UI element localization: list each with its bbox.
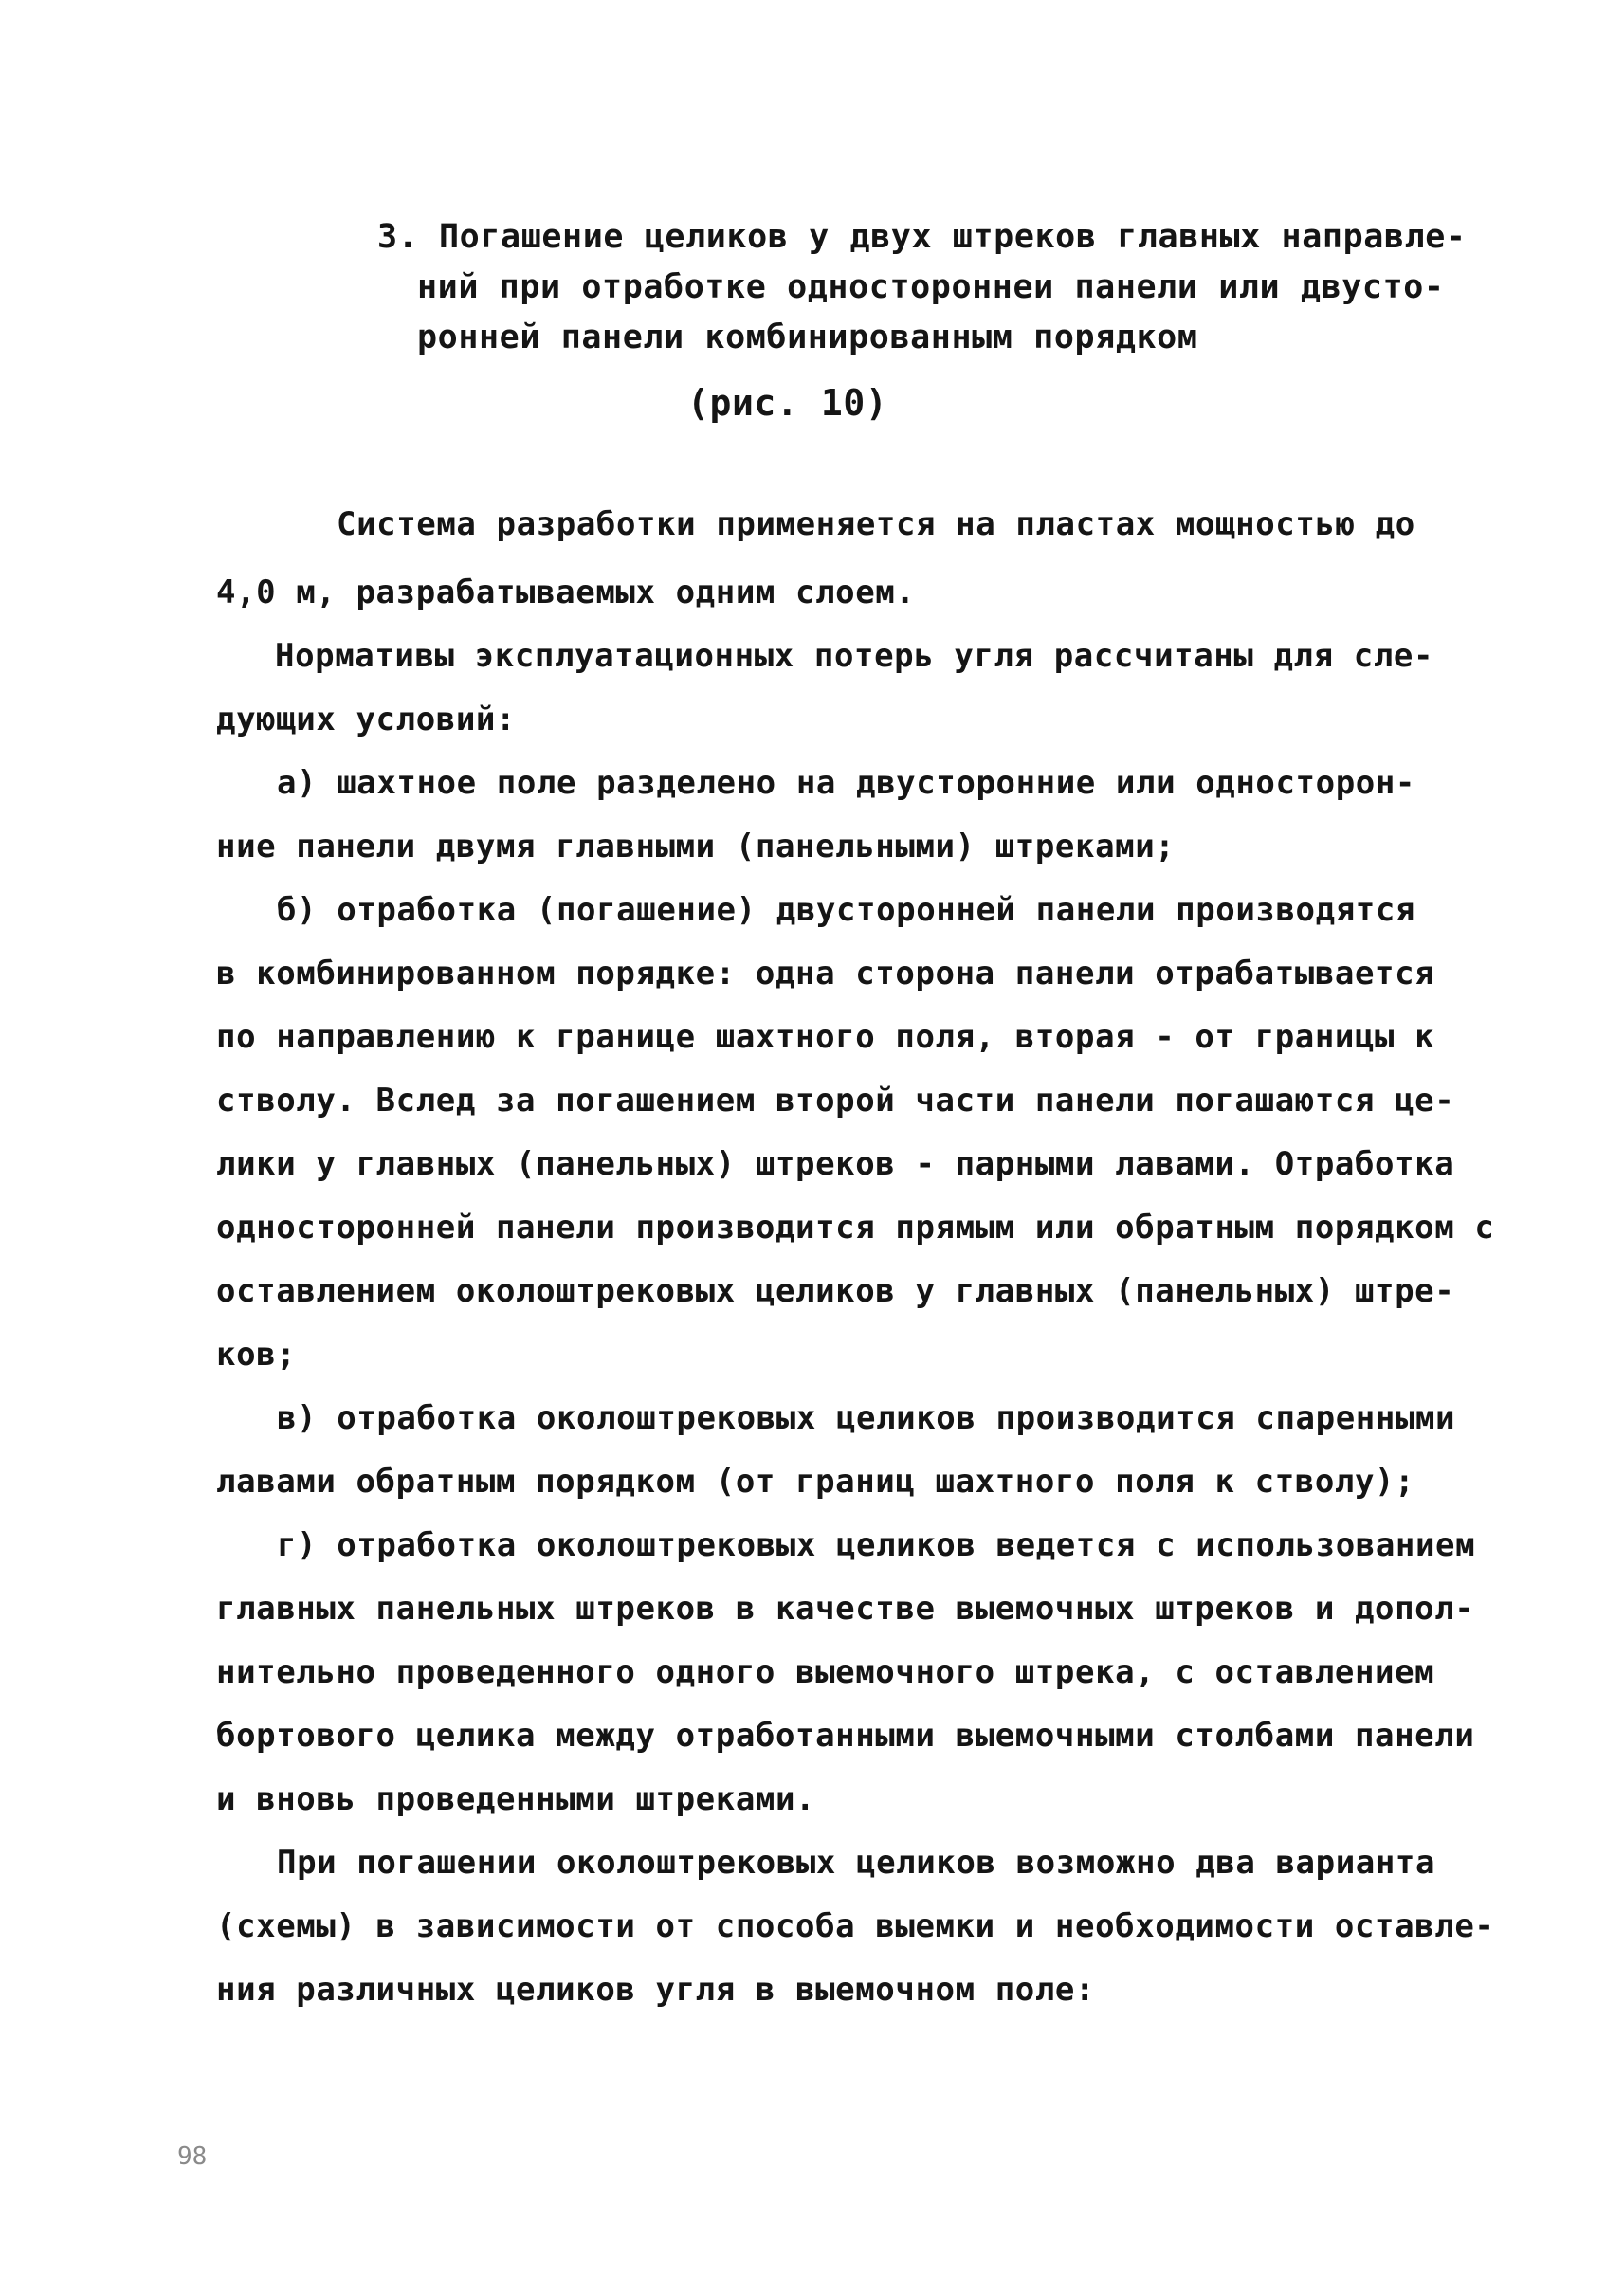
body-line-17: г) отработка околоштрековых целиков ведется с использованием	[277, 1526, 1476, 1564]
body-line-23: (схемы) в зависимости от способа выемки и необходимости оставле-	[216, 1907, 1495, 1945]
body-line-11: лики у главных (панельных) штреков - парными лавами. Отработка	[216, 1145, 1455, 1183]
body-line-12: односторонней панели производится прямым или обратным порядком с	[216, 1209, 1495, 1247]
body-line-5: а) шахтное поле разделено на двусторонние или односторон-	[277, 764, 1415, 802]
body-line-21: и вновь проведенными штреками.	[216, 1780, 816, 1818]
body-line-19: нительно проведенного одного выемочного штрека, с оставлением	[216, 1653, 1435, 1691]
body-line-15: в) отработка околоштрековых целиков производится спаренными	[277, 1399, 1456, 1437]
body-line-20: бортового целика между отработанными выемочными столбами панели	[216, 1717, 1475, 1755]
page-number: 98	[177, 2142, 208, 2171]
body-line-2: 4,0 м, разрабатываемых одним слоем.	[216, 574, 916, 611]
body-line-4: дующих условий:	[216, 701, 517, 738]
body-line-1: Система разработки применяется на пластах мощностью до	[337, 505, 1415, 543]
heading-line-2: ний при отработке одностороннеи панели или двусто-	[417, 268, 1445, 306]
body-line-16: лавами обратным порядком (от границ шахтного поля к стволу);	[216, 1463, 1415, 1501]
body-line-22: При погашении околоштрековых целиков возможно два варианта	[277, 1844, 1436, 1882]
body-line-3: Нормативы эксплуатационных потерь угля рассчитаны для сле-	[275, 637, 1434, 675]
heading-line-1: 3. Погашение целиков у двух штреков главных направле-	[377, 218, 1467, 256]
body-line-24: ния различных целиков угля в выемочном поле:	[216, 1971, 1096, 2009]
body-line-9: по направлению к границе шахтного поля, вторая - от границы к	[216, 1018, 1435, 1056]
heading-line-3: ронней панели комбинированным порядком	[417, 319, 1198, 356]
body-line-18: главных панельных штреков в качестве выемочных штреков и допол-	[216, 1590, 1475, 1628]
body-line-6: ние панели двумя главными (панельными) штреками;	[216, 828, 1176, 865]
body-line-8: в комбинированном порядке: одна сторона панели отрабатывается	[216, 955, 1435, 993]
figure-reference: (рис. 10)	[687, 382, 888, 424]
body-line-14: ков;	[216, 1336, 297, 1374]
body-line-10: стволу. Вслед за погашением второй части панели погашаются це-	[216, 1082, 1455, 1120]
body-line-13: оставлением околоштрековых целиков у главных (панельных) штре-	[216, 1272, 1455, 1310]
body-line-7: б) отработка (погашение) двусторонней панели производятся	[277, 891, 1415, 929]
